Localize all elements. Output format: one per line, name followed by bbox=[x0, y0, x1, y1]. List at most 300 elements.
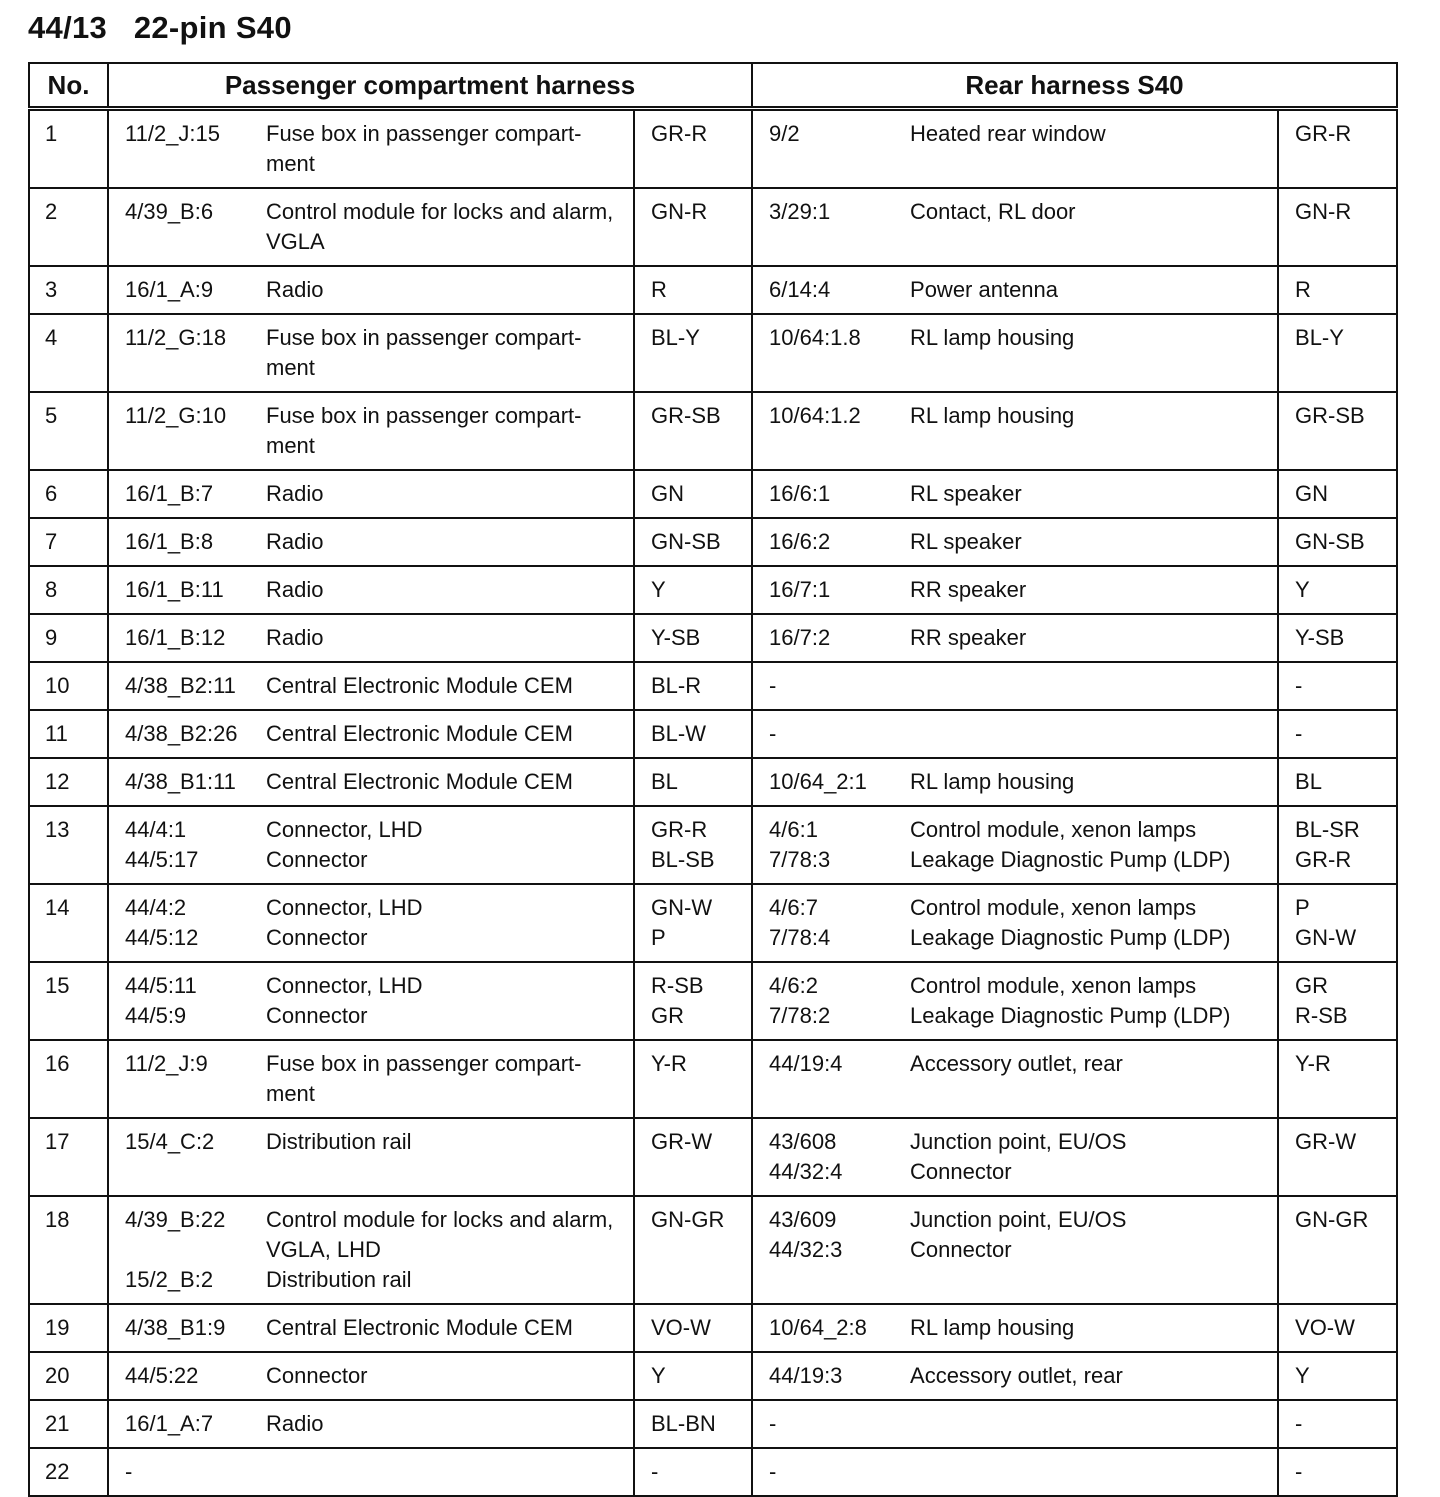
rear-component-code: 44/19:4 bbox=[769, 1051, 843, 1076]
rear-connection bbox=[752, 1196, 1278, 1304]
rear-entry bbox=[753, 1235, 1277, 1265]
rear-connection bbox=[752, 470, 1278, 518]
passenger-entry bbox=[109, 1205, 633, 1265]
pin-number-text: 2 bbox=[45, 199, 58, 224]
rear-entry bbox=[753, 1127, 1277, 1157]
passenger-component-description: Central Electronic Module CEM bbox=[266, 673, 573, 698]
table-row bbox=[29, 1040, 1397, 1118]
pin-number bbox=[29, 188, 108, 266]
passenger-entry bbox=[109, 845, 633, 875]
rear-component-code: 7/78:3 bbox=[769, 847, 831, 872]
passenger-wire-color bbox=[634, 266, 752, 314]
rear-component-code: 16/6:2 bbox=[769, 529, 831, 554]
rear-component-description: RL lamp housing bbox=[910, 325, 1075, 350]
rear-wire-color-text: GR-W bbox=[1295, 1129, 1357, 1154]
rear-entry bbox=[753, 1409, 1277, 1439]
pin-number bbox=[29, 314, 108, 392]
passenger-entry bbox=[109, 119, 633, 179]
passenger-component-code: - bbox=[125, 1459, 133, 1484]
passenger-component-description: Distribution rail bbox=[266, 1129, 412, 1154]
rear-wire-color-text: GN-SB bbox=[1295, 529, 1365, 554]
passenger-wire-color bbox=[634, 806, 752, 884]
rear-component-code: 10/64_2:1 bbox=[769, 769, 867, 794]
table-row bbox=[29, 109, 1397, 189]
passenger-component-code: 4/38_B1:11 bbox=[125, 769, 236, 794]
passenger-entry bbox=[109, 1265, 633, 1295]
rear-connection bbox=[752, 109, 1278, 189]
pin-number bbox=[29, 266, 108, 314]
rear-connection bbox=[752, 1040, 1278, 1118]
pin-number-text: 3 bbox=[45, 277, 58, 302]
rear-wire-color-text: BL-Y bbox=[1295, 325, 1344, 350]
rear-component-code: 4/6:1 bbox=[769, 817, 818, 842]
passenger-connection bbox=[108, 710, 634, 758]
passenger-wire-color bbox=[634, 1448, 752, 1496]
rear-entry bbox=[753, 275, 1277, 305]
pin-number bbox=[29, 470, 108, 518]
rear-wire-color bbox=[1278, 758, 1397, 806]
passenger-component-code: 11/2_G:10 bbox=[125, 403, 227, 428]
passenger-component-code: 11/2_G:18 bbox=[125, 325, 227, 350]
passenger-wire-color bbox=[634, 188, 752, 266]
passenger-component-code: 16/1_A:7 bbox=[125, 1411, 214, 1436]
rear-wire-color-text: Y bbox=[1295, 577, 1310, 602]
rear-wire-color-text: GR-SB bbox=[1295, 403, 1365, 428]
pin-number-text: 6 bbox=[45, 481, 58, 506]
passenger-component-code: 16/1_B:8 bbox=[125, 529, 214, 554]
passenger-wire-color bbox=[634, 758, 752, 806]
passenger-connection bbox=[108, 884, 634, 962]
pin-number bbox=[29, 1448, 108, 1496]
passenger-wire-color-text: GN bbox=[651, 481, 684, 506]
pin-table bbox=[28, 62, 1398, 1497]
rear-entry bbox=[753, 671, 1277, 701]
rear-connection bbox=[752, 662, 1278, 710]
rear-connection bbox=[752, 884, 1278, 962]
passenger-component-code: 16/1_B:11 bbox=[125, 577, 224, 602]
passenger-wire-color-text: BL-BN bbox=[651, 1411, 716, 1436]
rear-component-code: 4/6:2 bbox=[769, 973, 818, 998]
rear-wire-color-text: R bbox=[1295, 277, 1311, 302]
rear-component-code: 10/64:1.8 bbox=[769, 325, 861, 350]
passenger-component-description: Connector bbox=[266, 847, 368, 872]
passenger-wire-color-text: GR-SB bbox=[651, 403, 721, 428]
rear-wire-color bbox=[1278, 710, 1397, 758]
pin-number bbox=[29, 806, 108, 884]
rear-entry bbox=[753, 323, 1277, 353]
rear-wire-color bbox=[1278, 806, 1397, 884]
rear-connection bbox=[752, 518, 1278, 566]
passenger-connection bbox=[108, 518, 634, 566]
rear-component-code: 44/32:3 bbox=[769, 1237, 843, 1262]
passenger-component-description: Connector bbox=[266, 1363, 368, 1388]
table-row bbox=[29, 1448, 1397, 1496]
passenger-connection bbox=[108, 392, 634, 470]
table-row bbox=[29, 566, 1397, 614]
passenger-connection bbox=[108, 1448, 634, 1496]
rear-component-description bbox=[910, 1457, 1277, 1487]
rear-connection bbox=[752, 758, 1278, 806]
rear-connection bbox=[752, 614, 1278, 662]
rear-component-description: Control module, xenon lamps bbox=[910, 895, 1197, 920]
passenger-wire-color-text: R bbox=[651, 277, 667, 302]
passenger-connection bbox=[108, 314, 634, 392]
pin-number bbox=[29, 109, 108, 189]
table-row bbox=[29, 884, 1397, 962]
rear-component-code: 43/608 bbox=[769, 1129, 837, 1154]
passenger-component-code: 44/4:1 bbox=[125, 817, 187, 842]
rear-wire-color bbox=[1278, 1352, 1397, 1400]
passenger-entry bbox=[109, 1049, 633, 1109]
rear-connection bbox=[752, 188, 1278, 266]
passenger-component-code: 11/2_J:15 bbox=[125, 121, 221, 146]
passenger-component-description: Central Electronic Module CEM bbox=[266, 769, 573, 794]
rear-wire-color-text: GR R-SB bbox=[1295, 973, 1348, 1028]
passenger-wire-color bbox=[634, 109, 752, 189]
rear-component-description: RL speaker bbox=[910, 529, 1022, 554]
rear-component-description: Connector bbox=[910, 1237, 1012, 1262]
passenger-wire-color bbox=[634, 1400, 752, 1448]
rear-entry bbox=[753, 623, 1277, 653]
passenger-wire-color-text: GR-W bbox=[651, 1129, 713, 1154]
passenger-entry bbox=[109, 1127, 633, 1157]
pin-number bbox=[29, 710, 108, 758]
passenger-connection bbox=[108, 188, 634, 266]
passenger-component-code: 4/39_B:22 bbox=[125, 1207, 226, 1232]
rear-wire-color bbox=[1278, 1040, 1397, 1118]
pin-number-text: 16 bbox=[45, 1051, 70, 1076]
rear-component-code: - bbox=[769, 1411, 777, 1436]
pin-number-text: 4 bbox=[45, 325, 58, 350]
rear-component-code: - bbox=[769, 673, 777, 698]
passenger-entry bbox=[109, 767, 633, 797]
pin-number bbox=[29, 1118, 108, 1196]
rear-entry bbox=[753, 1049, 1277, 1079]
passenger-wire-color bbox=[634, 1304, 752, 1352]
rear-wire-color-text: GN bbox=[1295, 481, 1329, 506]
header-no: No. bbox=[29, 63, 108, 109]
rear-component-code: 6/14:4 bbox=[769, 277, 831, 302]
rear-entry bbox=[753, 719, 1277, 749]
passenger-wire-color-text: BL bbox=[651, 769, 678, 794]
rear-component-code: 7/78:2 bbox=[769, 1003, 831, 1028]
pin-number-text: 13 bbox=[45, 817, 70, 842]
table-header-row bbox=[29, 63, 1397, 109]
passenger-entry bbox=[109, 479, 633, 509]
rear-wire-color-text: - bbox=[1295, 1411, 1303, 1436]
passenger-entry bbox=[109, 1361, 633, 1391]
pin-number-text: 14 bbox=[45, 895, 70, 920]
passenger-wire-color bbox=[634, 1118, 752, 1196]
rear-wire-color bbox=[1278, 518, 1397, 566]
rear-wire-color bbox=[1278, 470, 1397, 518]
rear-component-description: Control module, xenon lamps bbox=[910, 973, 1197, 998]
rear-entry bbox=[753, 1361, 1277, 1391]
pin-number-text: 15 bbox=[45, 973, 70, 998]
passenger-component-description: Radio bbox=[266, 481, 324, 506]
rear-component-description: Accessory outlet, rear bbox=[910, 1051, 1123, 1076]
rear-connection bbox=[752, 1304, 1278, 1352]
passenger-entry bbox=[109, 197, 633, 257]
passenger-component-description: Central Electronic Module CEM bbox=[266, 1315, 573, 1340]
passenger-connection bbox=[108, 962, 634, 1040]
pin-number bbox=[29, 1400, 108, 1448]
rear-wire-color bbox=[1278, 1196, 1397, 1304]
rear-wire-color-text: Y-R bbox=[1295, 1051, 1331, 1076]
passenger-connection bbox=[108, 109, 634, 189]
pin-number-text: 9 bbox=[45, 625, 58, 650]
rear-connection bbox=[752, 314, 1278, 392]
rear-component-description: Leakage Diagnostic Pump (LDP) bbox=[910, 1003, 1231, 1028]
table-row bbox=[29, 710, 1397, 758]
passenger-component-description: Connector, LHD bbox=[266, 973, 423, 998]
rear-component-code: 16/7:1 bbox=[769, 577, 831, 602]
passenger-wire-color-text: GR-R bbox=[651, 121, 708, 146]
pin-number bbox=[29, 614, 108, 662]
passenger-connection bbox=[108, 1352, 634, 1400]
passenger-component-description: Connector bbox=[266, 1003, 368, 1028]
passenger-wire-color-text: GR-R BL-SB bbox=[651, 817, 715, 872]
passenger-component-description: Central Electronic Module CEM bbox=[266, 721, 573, 746]
rear-entry bbox=[753, 479, 1277, 509]
rear-component-description: Contact, RL door bbox=[910, 199, 1076, 224]
pin-number bbox=[29, 392, 108, 470]
pin-number-text: 21 bbox=[45, 1411, 70, 1436]
passenger-entry bbox=[109, 401, 633, 461]
rear-component-description: RR speaker bbox=[910, 577, 1027, 602]
passenger-entry bbox=[109, 1313, 633, 1343]
passenger-component-code: 44/5:11 bbox=[125, 973, 197, 998]
passenger-wire-color-text: BL-R bbox=[651, 673, 702, 698]
rear-connection bbox=[752, 962, 1278, 1040]
passenger-wire-color bbox=[634, 1352, 752, 1400]
table-row bbox=[29, 758, 1397, 806]
passenger-component-description: Fuse box in passenger compart-ment bbox=[266, 121, 582, 176]
rear-component-code: 16/6:1 bbox=[769, 481, 831, 506]
rear-component-description: Junction point, EU/OS bbox=[910, 1129, 1127, 1154]
rear-component-code: - bbox=[769, 721, 777, 746]
rear-wire-color-text: GN-GR bbox=[1295, 1207, 1369, 1232]
passenger-entry bbox=[109, 1001, 633, 1031]
rear-wire-color-text: Y-SB bbox=[1295, 625, 1345, 650]
rear-component-description: Power antenna bbox=[910, 277, 1059, 302]
passenger-entry bbox=[109, 893, 633, 923]
passenger-component-description: Radio bbox=[266, 577, 324, 602]
rear-wire-color bbox=[1278, 266, 1397, 314]
passenger-wire-color bbox=[634, 518, 752, 566]
table-row bbox=[29, 1118, 1397, 1196]
pin-number-text: 10 bbox=[45, 673, 70, 698]
rear-component-description: Heated rear window bbox=[910, 121, 1106, 146]
pin-number bbox=[29, 962, 108, 1040]
rear-entry bbox=[753, 527, 1277, 557]
rear-component-code: 7/78:4 bbox=[769, 925, 831, 950]
rear-component-code: 44/19:3 bbox=[769, 1363, 843, 1388]
passenger-connection bbox=[108, 662, 634, 710]
rear-wire-color bbox=[1278, 314, 1397, 392]
passenger-component-code: 4/38_B2:11 bbox=[125, 673, 236, 698]
passenger-component-description: Radio bbox=[266, 277, 324, 302]
rear-entry bbox=[753, 401, 1277, 431]
rear-wire-color bbox=[1278, 1304, 1397, 1352]
passenger-wire-color-text: VO-W bbox=[651, 1315, 711, 1340]
rear-component-description: Accessory outlet, rear bbox=[910, 1363, 1123, 1388]
passenger-entry bbox=[109, 923, 633, 953]
rear-component-description: RL lamp housing bbox=[910, 1315, 1075, 1340]
pin-number bbox=[29, 1304, 108, 1352]
passenger-component-description: Distribution rail bbox=[266, 1267, 412, 1292]
passenger-entry bbox=[109, 527, 633, 557]
rear-component-code: 9/2 bbox=[769, 121, 800, 146]
rear-connection bbox=[752, 266, 1278, 314]
rear-connection bbox=[752, 806, 1278, 884]
rear-wire-color bbox=[1278, 884, 1397, 962]
rear-wire-color-text: - bbox=[1295, 673, 1303, 698]
rear-component-description: Leakage Diagnostic Pump (LDP) bbox=[910, 925, 1231, 950]
passenger-component-description: Radio bbox=[266, 625, 324, 650]
passenger-component-description: Fuse box in passenger compart-ment bbox=[266, 325, 582, 380]
table-row bbox=[29, 470, 1397, 518]
rear-wire-color bbox=[1278, 1448, 1397, 1496]
passenger-wire-color-text: Y-R bbox=[651, 1051, 687, 1076]
table-row bbox=[29, 518, 1397, 566]
pin-number-text: 11 bbox=[45, 721, 68, 746]
passenger-component-description: Fuse box in passenger compart-ment bbox=[266, 1051, 582, 1106]
passenger-wire-color bbox=[634, 566, 752, 614]
rear-wire-color bbox=[1278, 962, 1397, 1040]
passenger-wire-color bbox=[634, 470, 752, 518]
passenger-component-code: 44/5:17 bbox=[125, 847, 199, 872]
pin-number-text: 5 bbox=[45, 403, 58, 428]
passenger-wire-color-text: Y bbox=[651, 1363, 666, 1388]
passenger-component-code: 44/5:9 bbox=[125, 1003, 187, 1028]
passenger-connection bbox=[108, 614, 634, 662]
passenger-component-code: 44/4:2 bbox=[125, 895, 187, 920]
passenger-component-description: Fuse box in passenger compart-ment bbox=[266, 403, 582, 458]
pin-number bbox=[29, 1196, 108, 1304]
header-passenger-harness: Passenger compartment harness bbox=[108, 63, 752, 109]
rear-component-description bbox=[910, 1409, 1277, 1439]
passenger-entry bbox=[109, 1409, 633, 1439]
rear-connection bbox=[752, 1118, 1278, 1196]
passenger-wire-color-text: GN-GR bbox=[651, 1207, 725, 1232]
pin-number-text: 18 bbox=[45, 1207, 70, 1232]
passenger-wire-color bbox=[634, 614, 752, 662]
rear-component-code: 44/32:4 bbox=[769, 1159, 843, 1184]
table-row bbox=[29, 662, 1397, 710]
passenger-component-code: 4/38_B1:9 bbox=[125, 1315, 226, 1340]
rear-wire-color bbox=[1278, 109, 1397, 189]
passenger-wire-color bbox=[634, 710, 752, 758]
rear-entry bbox=[753, 767, 1277, 797]
rear-component-description: RL lamp housing bbox=[910, 769, 1075, 794]
rear-wire-color-text: - bbox=[1295, 721, 1303, 746]
passenger-component-code: 4/38_B2:26 bbox=[125, 721, 238, 746]
rear-component-code: 43/609 bbox=[769, 1207, 837, 1232]
header-rear-harness: Rear harness S40 bbox=[752, 63, 1397, 109]
pin-number-text: 20 bbox=[45, 1363, 70, 1388]
passenger-wire-color-text: GN-W P bbox=[651, 895, 713, 950]
passenger-entry bbox=[109, 815, 633, 845]
passenger-wire-color bbox=[634, 884, 752, 962]
rear-wire-color bbox=[1278, 188, 1397, 266]
rear-wire-color-text: GR-R bbox=[1295, 121, 1352, 146]
passenger-entry bbox=[109, 575, 633, 605]
rear-entry bbox=[753, 1457, 1277, 1487]
passenger-connection bbox=[108, 758, 634, 806]
passenger-component-description bbox=[266, 1457, 633, 1487]
passenger-connection bbox=[108, 806, 634, 884]
passenger-wire-color bbox=[634, 314, 752, 392]
rear-component-description: RL speaker bbox=[910, 481, 1022, 506]
rear-component-description: RR speaker bbox=[910, 625, 1027, 650]
passenger-wire-color-text: - bbox=[651, 1459, 659, 1484]
rear-entry bbox=[753, 893, 1277, 923]
rear-wire-color bbox=[1278, 566, 1397, 614]
table-row bbox=[29, 806, 1397, 884]
passenger-connection bbox=[108, 566, 634, 614]
passenger-wire-color-text: Y bbox=[651, 577, 666, 602]
table-body bbox=[29, 109, 1397, 1497]
pin-number-text: 22 bbox=[45, 1459, 70, 1484]
passenger-component-code: 16/1_A:9 bbox=[125, 277, 214, 302]
table-row bbox=[29, 314, 1397, 392]
rear-wire-color bbox=[1278, 392, 1397, 470]
passenger-wire-color-text: GN-SB bbox=[651, 529, 721, 554]
passenger-component-code: 4/39_B:6 bbox=[125, 199, 214, 224]
rear-component-code: 16/7:2 bbox=[769, 625, 831, 650]
pin-number bbox=[29, 518, 108, 566]
passenger-component-description: Control module for locks and alarm, VGLA, LHD bbox=[266, 1207, 614, 1262]
passenger-component-description: Connector, LHD bbox=[266, 817, 423, 842]
rear-entry bbox=[753, 971, 1277, 1001]
pin-number-text: 7 bbox=[45, 529, 58, 554]
pin-number-text: 17 bbox=[45, 1129, 70, 1154]
rear-entry bbox=[753, 197, 1277, 227]
passenger-component-code: 16/1_B:7 bbox=[125, 481, 214, 506]
rear-entry bbox=[753, 119, 1277, 149]
rear-component-description: Leakage Diagnostic Pump (LDP) bbox=[910, 847, 1231, 872]
passenger-wire-color bbox=[634, 392, 752, 470]
rear-wire-color-text: BL bbox=[1295, 769, 1322, 794]
passenger-wire-color-text: Y-SB bbox=[651, 625, 701, 650]
passenger-connection bbox=[108, 1304, 634, 1352]
passenger-connection bbox=[108, 470, 634, 518]
passenger-entry bbox=[109, 1457, 633, 1487]
rear-wire-color-text: VO-W bbox=[1295, 1315, 1355, 1340]
table-row bbox=[29, 266, 1397, 314]
passenger-component-description: Control module for locks and alarm, VGLA bbox=[266, 199, 614, 254]
rear-connection bbox=[752, 392, 1278, 470]
table-row bbox=[29, 614, 1397, 662]
rear-wire-color-text: GN-R bbox=[1295, 199, 1352, 224]
table-row bbox=[29, 962, 1397, 1040]
pin-number-text: 1 bbox=[45, 121, 58, 146]
pin-number-text: 19 bbox=[45, 1315, 70, 1340]
pin-number bbox=[29, 662, 108, 710]
passenger-entry bbox=[109, 671, 633, 701]
rear-entry bbox=[753, 1313, 1277, 1343]
passenger-component-description: Radio bbox=[266, 1411, 324, 1436]
rear-component-code: 10/64:1.2 bbox=[769, 403, 861, 428]
pin-number-text: 8 bbox=[45, 577, 58, 602]
pin-number bbox=[29, 758, 108, 806]
passenger-wire-color bbox=[634, 962, 752, 1040]
pin-number-text: 12 bbox=[45, 769, 70, 794]
rear-component-description: RL lamp housing bbox=[910, 403, 1075, 428]
rear-component-code: 10/64_2:8 bbox=[769, 1315, 867, 1340]
passenger-wire-color bbox=[634, 662, 752, 710]
